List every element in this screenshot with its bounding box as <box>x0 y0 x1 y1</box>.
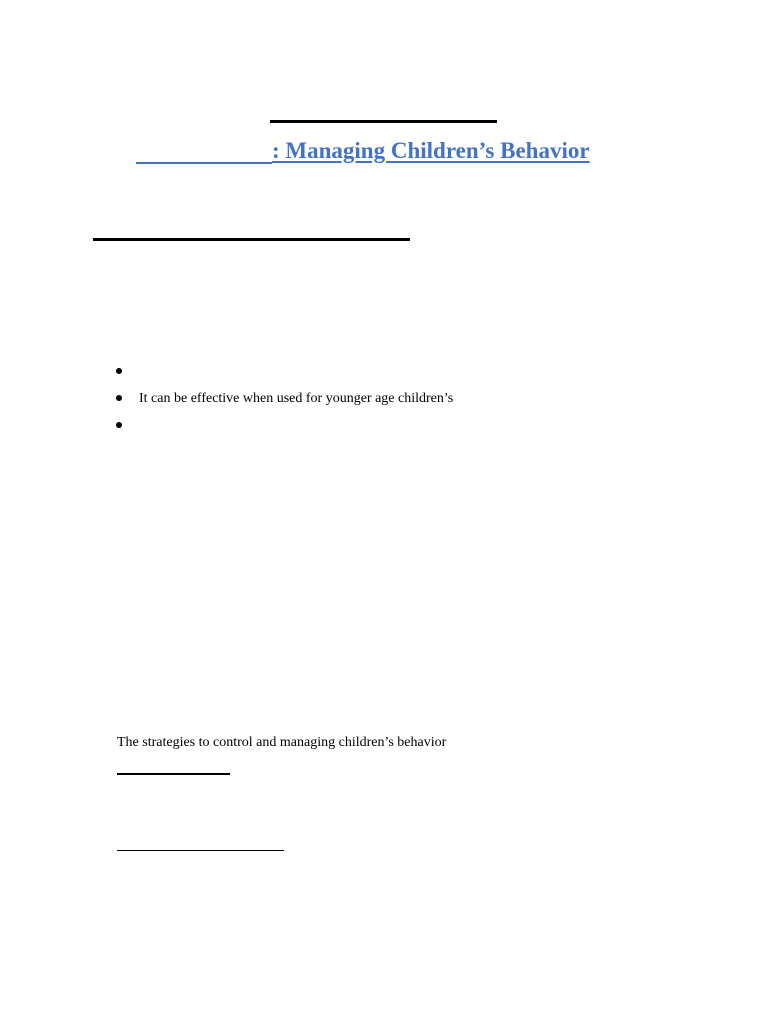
bullet-icon <box>116 368 122 374</box>
section-underline <box>93 238 410 241</box>
heading-underline <box>270 120 497 123</box>
title-text: : Managing Children’s Behavior <box>272 138 590 163</box>
subheading-underline-1 <box>117 773 230 775</box>
bullet-icon <box>116 395 122 401</box>
subheading-underline-2 <box>117 850 284 851</box>
title-underline-blank <box>136 162 272 164</box>
list-item-text: It can be effective when used for younger age children’s <box>139 391 454 406</box>
document-title <box>136 136 632 168</box>
strategies-paragraph: The strategies to control and managing children’s behavior <box>117 735 447 750</box>
list-item <box>116 358 453 385</box>
bullet-icon <box>116 422 122 428</box>
list-item <box>116 412 453 439</box>
list-item <box>116 385 453 412</box>
bullet-list <box>116 358 453 439</box>
